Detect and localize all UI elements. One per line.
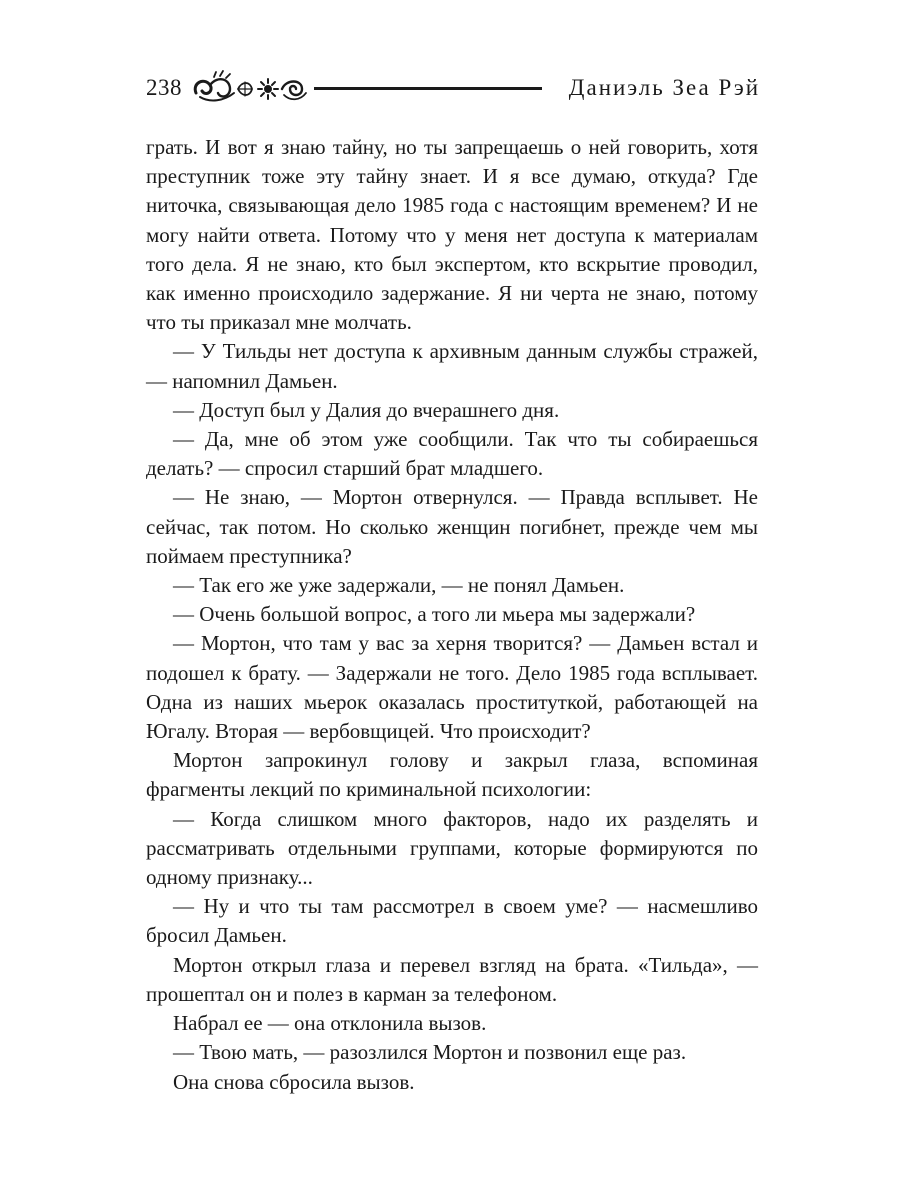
body-text	[146, 133, 758, 1097]
paragraph: — Не знаю, — Мортон отвернулся. — Правда всплывет. Не сейчас, так потом. Но сколько женщин погибнет, прежде чем мы поймаем преступника?	[146, 485, 758, 568]
paragraph: Мортон открыл глаза и перевел взгляд на брата. «Тильда», — прошептал он и полез в карман за телефоном.	[146, 952, 758, 1006]
paragraph: грать. И вот я знаю тайну, но ты запрещаешь о ней говорить, хотя преступник тоже эту тайну знает. И я все думаю, откуда? Где ниточка, связывающая дело 1985 года с настоящим временем? И не могу найти ответа. Потому что у меня нет доступа к материалам того дела. Я не знаю, кто был экспертом, кто вскрытие проводил, как именно происходило задержание. Я ни черта не знаю, потому что ты приказал мне молчать.	[146, 135, 758, 335]
header-rule	[314, 87, 542, 90]
page-header	[146, 66, 760, 110]
paragraph: — Так его же уже задержали, — не понял Дамьен.	[173, 573, 625, 598]
floral-ornament-icon	[190, 69, 310, 107]
paragraph: Она снова сбросила вызов.	[173, 1069, 415, 1094]
paragraph: — Доступ был у Далия до вчерашнего дня.	[173, 397, 560, 422]
paragraph: — Твою мать, — разозлился Мортон и позвонил еще раз.	[173, 1040, 687, 1065]
paragraph: Мортон запрокинул голову и закрыл глаза, вспоминая фрагменты лекций по криминальной психологии:	[146, 748, 758, 802]
page-number: 238	[146, 75, 182, 100]
paragraph: Набрал ее — она отклонила вызов.	[173, 1011, 487, 1036]
paragraph: — Очень большой вопрос, а того ли мьера мы задержали?	[173, 602, 696, 627]
paragraph: — Мортон, что там у вас за херня творится? — Дамьен встал и подошел к брату. — Задержали не того. Дело 1985 года всплывает. Одна из наших мьерок оказалась проституткой, работающей на Югалу. Вторая — вербовщицей. Что происходит?	[146, 631, 758, 744]
running-title: Даниэль Зеа Рэй	[568, 75, 760, 100]
paragraph: — Да, мне об этом уже сообщили. Так что ты собираешься делать? — спросил старший брат младшего.	[146, 427, 758, 481]
paragraph: — Когда слишком много факторов, надо их разделять и рассматривать отдельными группами, которые формируются по одному признаку...	[146, 806, 758, 890]
paragraph: — Ну и что ты там рассмотрел в своем уме? — насмешливо бросил Дамьен.	[146, 894, 758, 948]
paragraph: — У Тильды нет доступа к архивным данным службы стражей, — напомнил Дамьен.	[146, 339, 758, 393]
